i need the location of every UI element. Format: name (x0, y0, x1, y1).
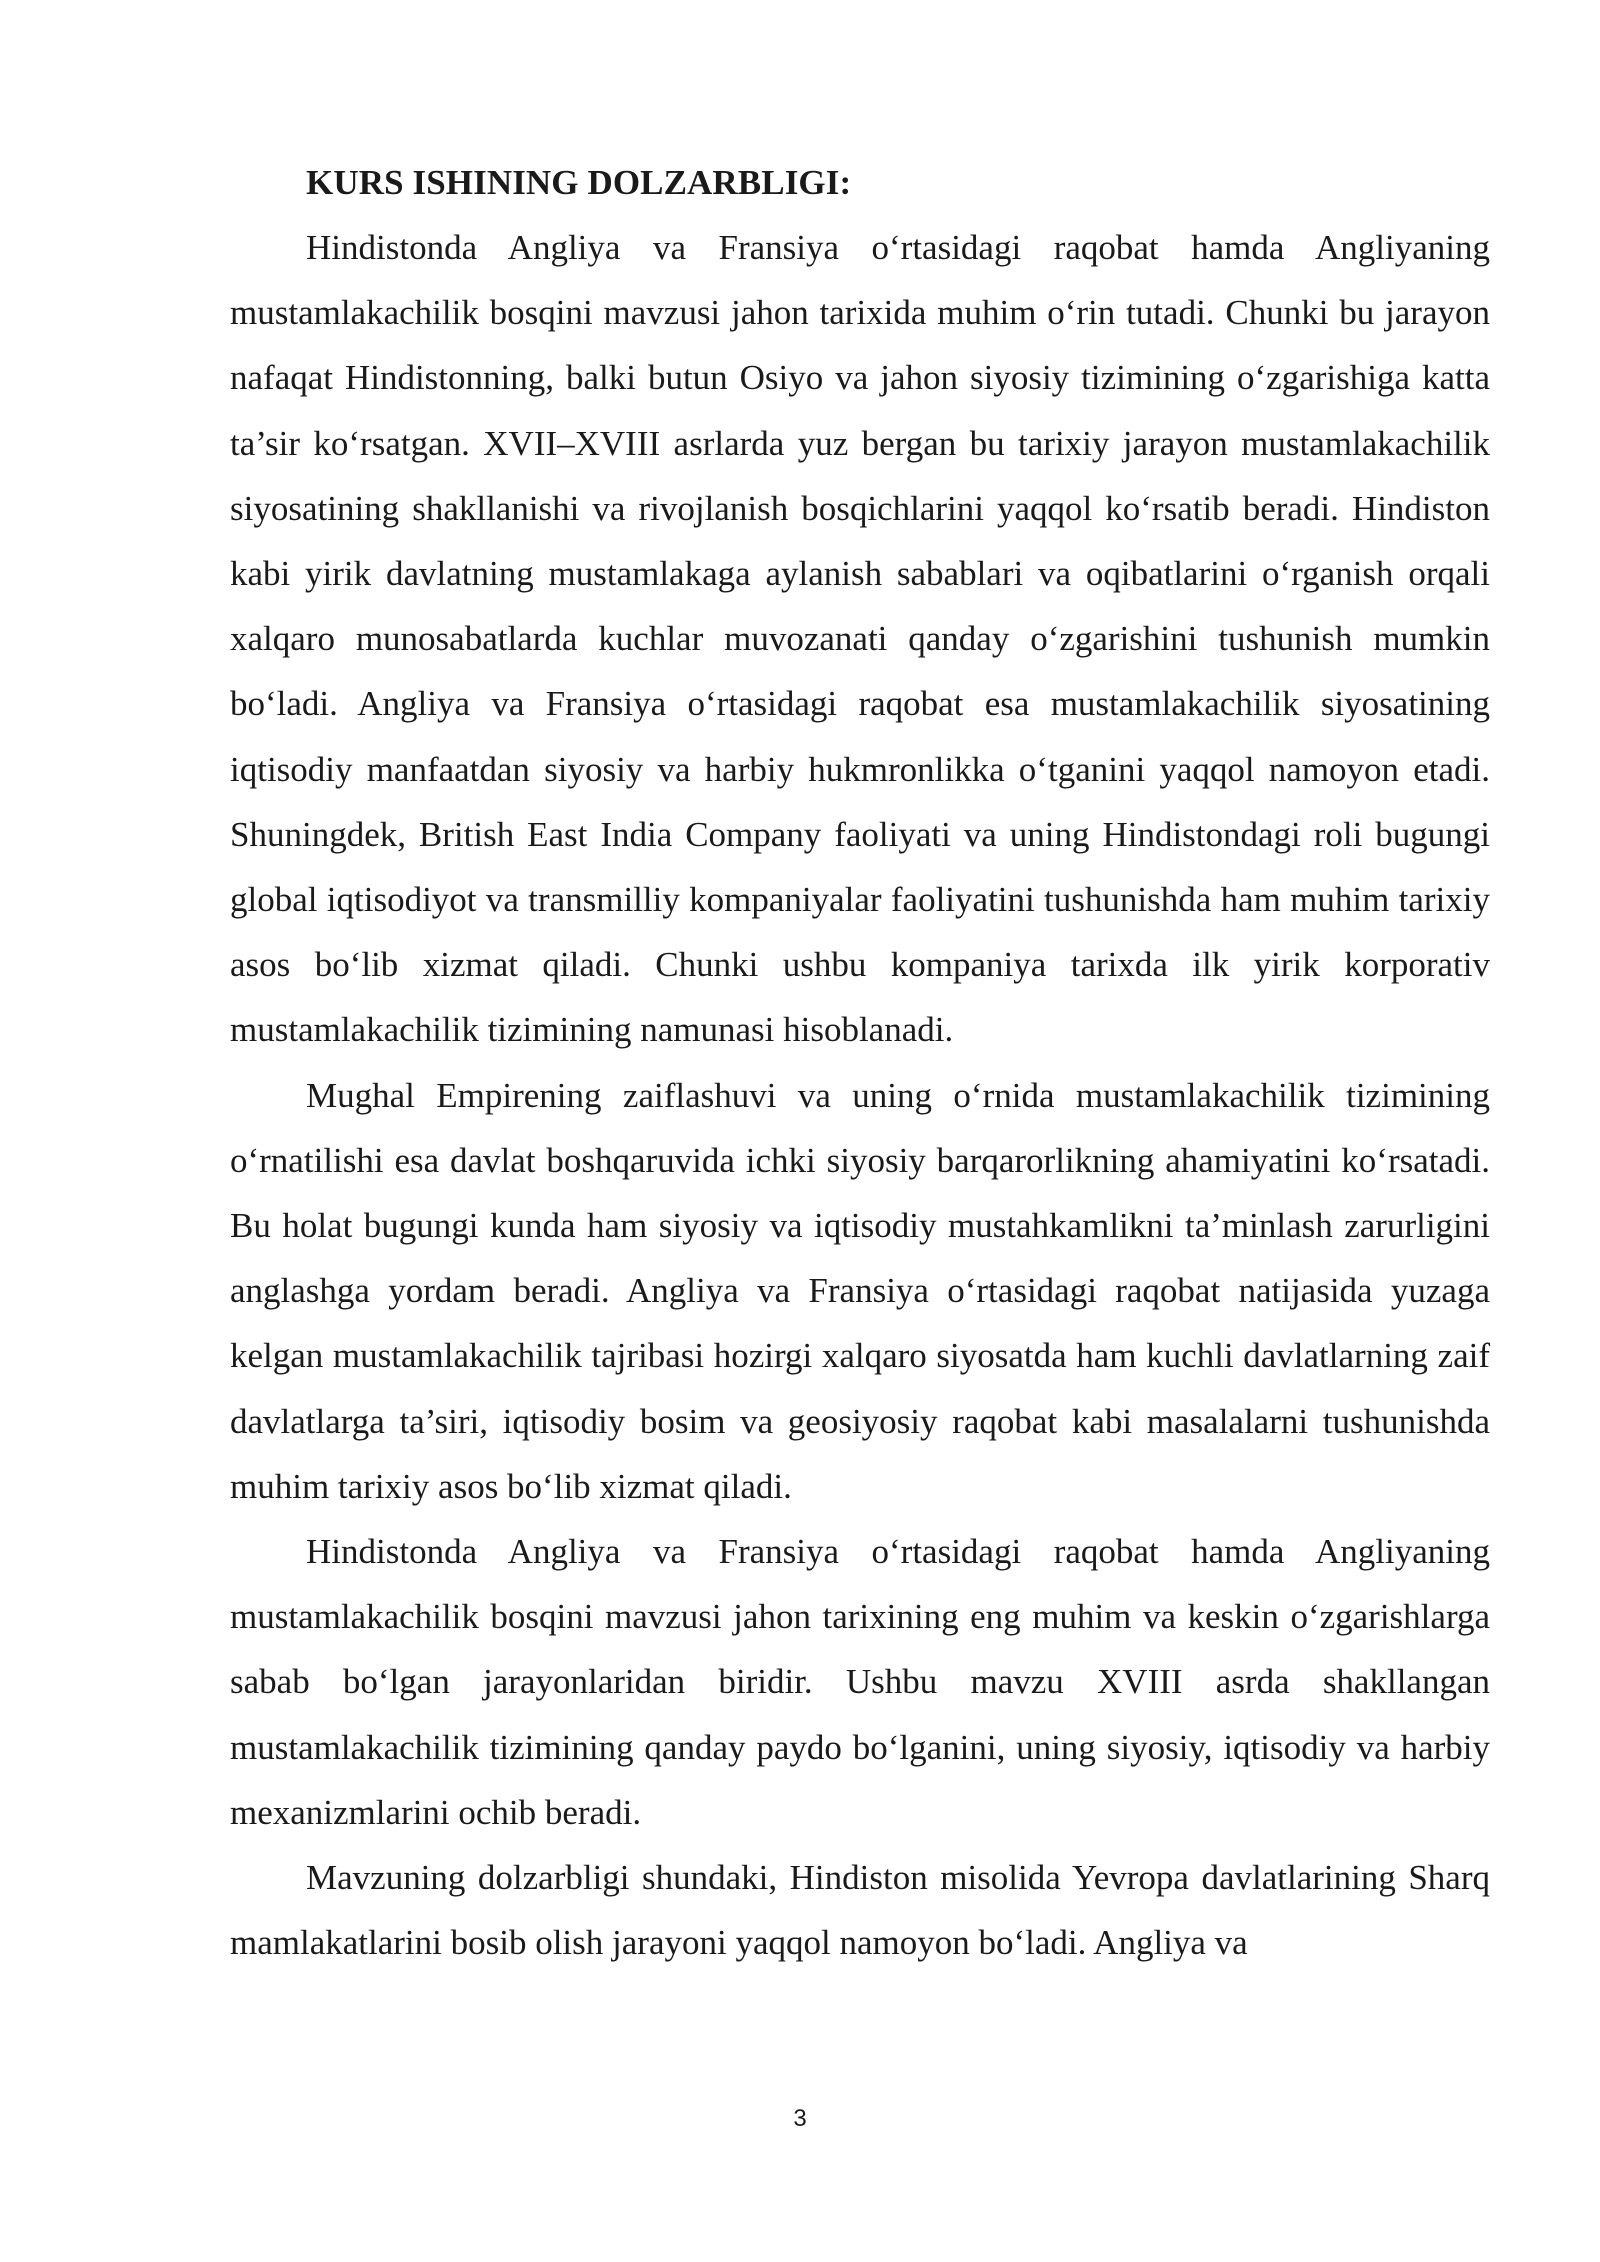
page-number: 3 (793, 2105, 807, 2132)
paragraph-3: Hindistonda Angliya va Fransiya o‘rtasidagi raqobat hamda Angliyaning mustamlakachilik bosqini mavzusi jahon tarixining eng muhim va keskin o‘zgarishlarga sabab bo‘lgan jarayonlaridan biridir. Ushbu mavzu XVIII asrda shakllangan mustamlakachilik tizimining qanday paydo bo‘lganini, uning siyosiy, iqtisodiy va harbiy mexanizmlarini ochib beradi. (230, 1532, 1490, 1832)
paragraph-2: Mughal Empirening zaiflashuvi va uning o‘rnida mustamlakachilik tizimining o‘rnatilishi esa davlat boshqaruvida ichki siyosiy barqarorlikning ahamiyatini ko‘rsatadi. Bu holat bugungi kunda ham siyosiy va iqtisodiy mustahkamlikni ta’minlash zarurligini anglashga yordam beradi. Angliya va Fransiya o‘rtasidagi raqobat natijasida yuzaga kelgan mustamlakachilik tajribasi hozirgi xalqaro siyosatda ham kuchli davlatlarning zaif davlatlarga ta’siri, iqtisodiy bosim va geosiyosiy raqobat kabi masalalarni tushunishda muhim tarixiy asos bo‘lib xizmat qiladi. (230, 1075, 1490, 1506)
paragraph-4: Mavzuning dolzarbligi shundaki, Hindiston misolida Yevropa davlatlarining Sharq mamlakatlarini bosib olish jarayoni yaqqol namoyon bo‘ladi. Angliya va (230, 1858, 1490, 1963)
paragraph-1: Hindistonda Angliya va Fransiya o‘rtasidagi raqobat hamda Angliyaning mustamlakachilik bosqini mavzusi jahon tarixida muhim o‘rin tutadi. Chunki bu jarayon nafaqat Hindistonning, balki butun Osiyo va jahon siyosiy tizimining o‘zgarishiga katta ta’sir ko‘rsatgan. XVII–XVIII asrlarda yuz bergan bu tarixiy jarayon mustamlakachilik siyosatining shakllanishi va rivojlanish bosqichlarini yaqqol ko‘rsatib beradi. Hindiston kabi yirik davlatning mustamlakaga aylanish sabablari va oqibatlarini o‘rganish orqali xalqaro munosabatlarda kuchlar muvozanati qanday o‘zgarishini tushunish mumkin bo‘ladi. Angliya va Fransiya o‘rtasidagi raqobat esa mustamlakachilik siyosatining iqtisodiy manfaatdan siyosiy va harbiy hukmronlikka o‘tganini yaqqol namoyon etadi. Shuningdek, British East India Company faoliyati va uning Hindistondagi roli bugungi global iqtisodiyot va transmilliy kompaniyalar faoliyatini tushunishda ham muhim tarixiy asos bo‘lib xizmat qiladi. Chunki ushbu kompaniya tarixda ilk yirik korporativ mustamlakachilik tizimining namunasi hisoblanadi. (230, 228, 1490, 1050)
page-content (230, 150, 1490, 1975)
section-heading: KURS ISHINING DOLZARBLIGI: (306, 163, 852, 202)
